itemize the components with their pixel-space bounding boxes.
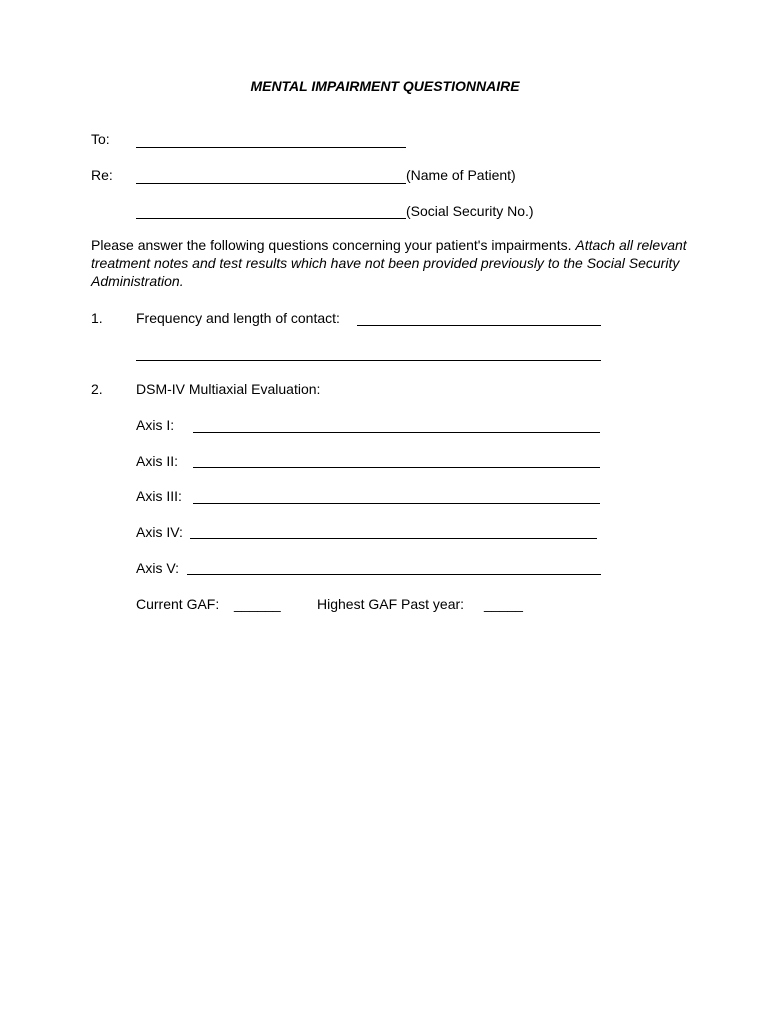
q2-label: DSM-IV Multiaxial Evaluation:: [136, 381, 321, 397]
highest-gaf-field[interactable]: _____: [484, 596, 523, 612]
q1-field-line-1[interactable]: [357, 325, 601, 326]
instructions-italic-text: Attach all relevant treatment notes and test results which have not been provided previously to the Social Security Administration.: [91, 237, 687, 289]
patient-name-field[interactable]: [136, 183, 406, 184]
ssn-caption: (Social Security No.): [406, 203, 534, 219]
current-gaf-field[interactable]: ______: [234, 596, 281, 612]
instructions-paragraph: [91, 236, 691, 290]
instructions-text: Please answer the following questions concerning your patient's impairments.: [91, 237, 576, 253]
axis-5-label: Axis V:: [136, 560, 180, 576]
q1-label: Frequency and length of contact:: [136, 310, 340, 326]
q1-number: 1.: [91, 310, 103, 326]
highest-gaf-label: Highest GAF Past year:: [317, 596, 465, 612]
q1-field-line-2[interactable]: [136, 360, 601, 361]
axis-4-label: Axis IV:: [136, 524, 183, 540]
axis-2-label: Axis II:: [136, 453, 179, 469]
axis-3-field[interactable]: [193, 503, 600, 504]
patient-name-caption: (Name of Patient): [406, 167, 516, 183]
axis-1-field[interactable]: [193, 432, 600, 433]
re-label: Re:: [91, 167, 113, 183]
axis-4-field[interactable]: [190, 538, 597, 539]
axis-1-label: Axis I:: [136, 417, 175, 433]
page-title: MENTAL IMPAIRMENT QUESTIONNAIRE: [250, 78, 520, 94]
to-field[interactable]: [136, 147, 406, 148]
q2-number: 2.: [91, 381, 103, 397]
axis-2-field[interactable]: [193, 467, 600, 468]
to-label: To:: [91, 131, 110, 147]
ssn-field[interactable]: [136, 218, 406, 219]
axis-5-field[interactable]: [187, 574, 601, 575]
axis-3-label: Axis III:: [136, 488, 182, 504]
current-gaf-label: Current GAF:: [136, 596, 220, 612]
